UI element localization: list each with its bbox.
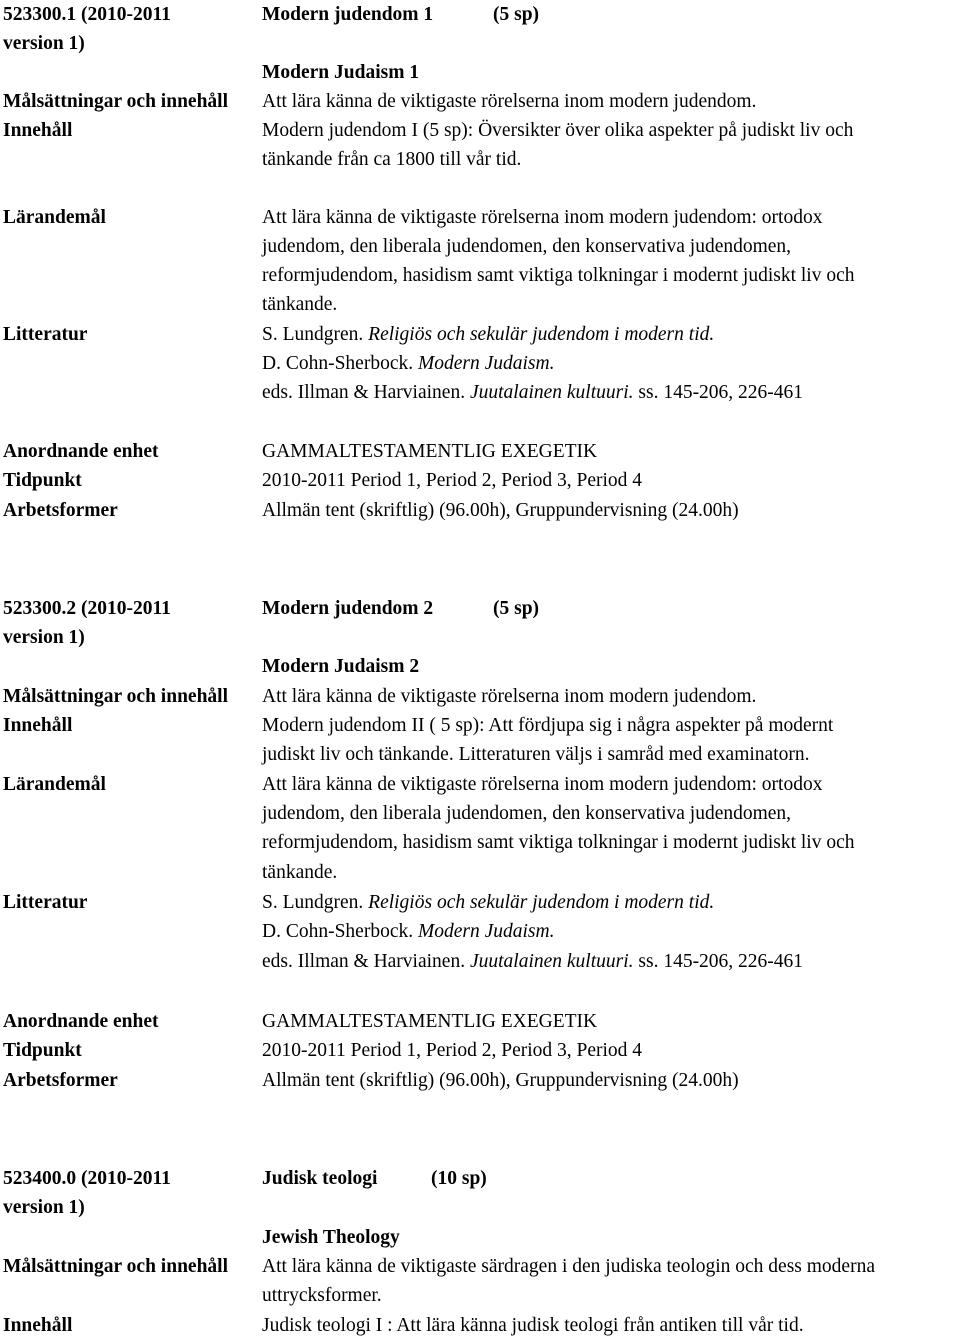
- literature-item: D. Cohn-Sherbock. Modern Judaism.: [262, 921, 555, 942]
- label-innehall: Innehåll: [3, 120, 73, 141]
- malsattningar-line: Att lära känna de viktigaste särdragen i den judiska teologin och dess moderna: [262, 1256, 875, 1277]
- larandemal-line: tänkande.: [262, 862, 338, 883]
- innehall-line: tänkande från ca 1800 till vår tid.: [262, 149, 522, 170]
- larandemal-line: reformjudendom, hasidism samt viktiga tolkningar i modernt judiskt liv och: [262, 832, 855, 853]
- literature-item: eds. Illman & Harviainen. Juutalainen kultuuri. ss. 145-206, 226-461: [262, 382, 804, 403]
- larandemal-line: Att lära känna de viktigaste rörelserna inom modern judendom: ortodox: [262, 207, 823, 228]
- course-title-sv: Modern judendom 1: [262, 4, 434, 25]
- label-arbetsformer: Arbetsformer: [3, 1070, 118, 1091]
- course-title-en: Modern Judaism 2: [262, 656, 420, 677]
- malsattningar-line: uttrycksformer.: [262, 1285, 382, 1306]
- course-version: version 1): [3, 33, 85, 54]
- course-code: 523300.1 (2010-2011: [3, 4, 171, 25]
- course-title-sv: Modern judendom 2: [262, 598, 434, 619]
- label-innehall: Innehåll: [3, 715, 73, 736]
- course-code: 523300.2 (2010-2011: [3, 598, 171, 619]
- literature-item: S. Lundgren. Religiös och sekulär judendom i modern tid.: [262, 324, 715, 345]
- course-title-en: Modern Judaism 1: [262, 62, 420, 83]
- label-malsattningar: Målsättningar och innehåll: [3, 686, 229, 707]
- course-code: 523400.0 (2010-2011: [3, 1168, 171, 1189]
- innehall-text: Judisk teologi I : Att lära känna judisk teologi från antiken till vår tid.: [262, 1315, 804, 1336]
- course-version: version 1): [3, 1197, 85, 1218]
- label-larandemal: Lärandemål: [3, 207, 106, 228]
- course-credits: (5 sp): [493, 598, 540, 619]
- malsattningar-text: Att lära känna de viktigaste rörelserna inom modern judendom.: [262, 91, 757, 112]
- innehall-line: Modern judendom II ( 5 sp): Att fördjupa sig i några aspekter på modernt: [262, 715, 834, 736]
- label-arbetsformer: Arbetsformer: [3, 500, 118, 521]
- course-title-sv: Judisk teologi: [262, 1168, 378, 1189]
- literature-item: eds. Illman & Harviainen. Juutalainen kultuuri. ss. 145-206, 226-461: [262, 951, 804, 972]
- label-litteratur: Litteratur: [3, 892, 88, 913]
- label-litteratur: Litteratur: [3, 324, 88, 345]
- larandemal-line: Att lära känna de viktigaste rörelserna inom modern judendom: ortodox: [262, 774, 823, 795]
- label-malsattningar: Målsättningar och innehåll: [3, 1256, 229, 1277]
- malsattningar-text: Att lära känna de viktigaste rörelserna inom modern judendom.: [262, 686, 757, 707]
- label-innehall: Innehåll: [3, 1315, 73, 1336]
- course-credits: (10 sp): [431, 1168, 487, 1189]
- arbetsformer-value: Allmän tent (skriftlig) (96.00h), Gruppundervisning (24.00h): [262, 1070, 739, 1091]
- label-enhet: Anordnande enhet: [3, 441, 159, 462]
- larandemal-line: tänkande.: [262, 294, 338, 315]
- larandemal-line: judendom, den liberala judendomen, den konservativa judendomen,: [262, 803, 792, 824]
- tidpunkt-value: 2010-2011 Period 1, Period 2, Period 3, Period 4: [262, 470, 643, 491]
- tidpunkt-value: 2010-2011 Period 1, Period 2, Period 3, Period 4: [262, 1040, 643, 1061]
- larandemal-line: reformjudendom, hasidism samt viktiga tolkningar i modernt judiskt liv och: [262, 265, 855, 286]
- literature-item: S. Lundgren. Religiös och sekulär judendom i modern tid.: [262, 892, 715, 913]
- label-enhet: Anordnande enhet: [3, 1011, 159, 1032]
- arbetsformer-value: Allmän tent (skriftlig) (96.00h), Gruppundervisning (24.00h): [262, 500, 739, 521]
- literature-item: D. Cohn-Sherbock. Modern Judaism.: [262, 353, 555, 374]
- enhet-value: GAMMALTESTAMENTLIG EXEGETIK: [262, 1011, 598, 1032]
- innehall-line: Modern judendom I (5 sp): Översikter över olika aspekter på judiskt liv och: [262, 120, 854, 141]
- label-tidpunkt: Tidpunkt: [3, 1040, 82, 1061]
- course-version: version 1): [3, 627, 85, 648]
- label-tidpunkt: Tidpunkt: [3, 470, 82, 491]
- larandemal-line: judendom, den liberala judendomen, den konservativa judendomen,: [262, 236, 792, 257]
- course-credits: (5 sp): [493, 4, 540, 25]
- label-larandemal: Lärandemål: [3, 774, 106, 795]
- innehall-line: judiskt liv och tänkande. Litteraturen väljs i samråd med examinatorn.: [262, 744, 810, 765]
- course-title-en: Jewish Theology: [262, 1227, 400, 1248]
- enhet-value: GAMMALTESTAMENTLIG EXEGETIK: [262, 441, 598, 462]
- label-malsattningar: Målsättningar och innehåll: [3, 91, 229, 112]
